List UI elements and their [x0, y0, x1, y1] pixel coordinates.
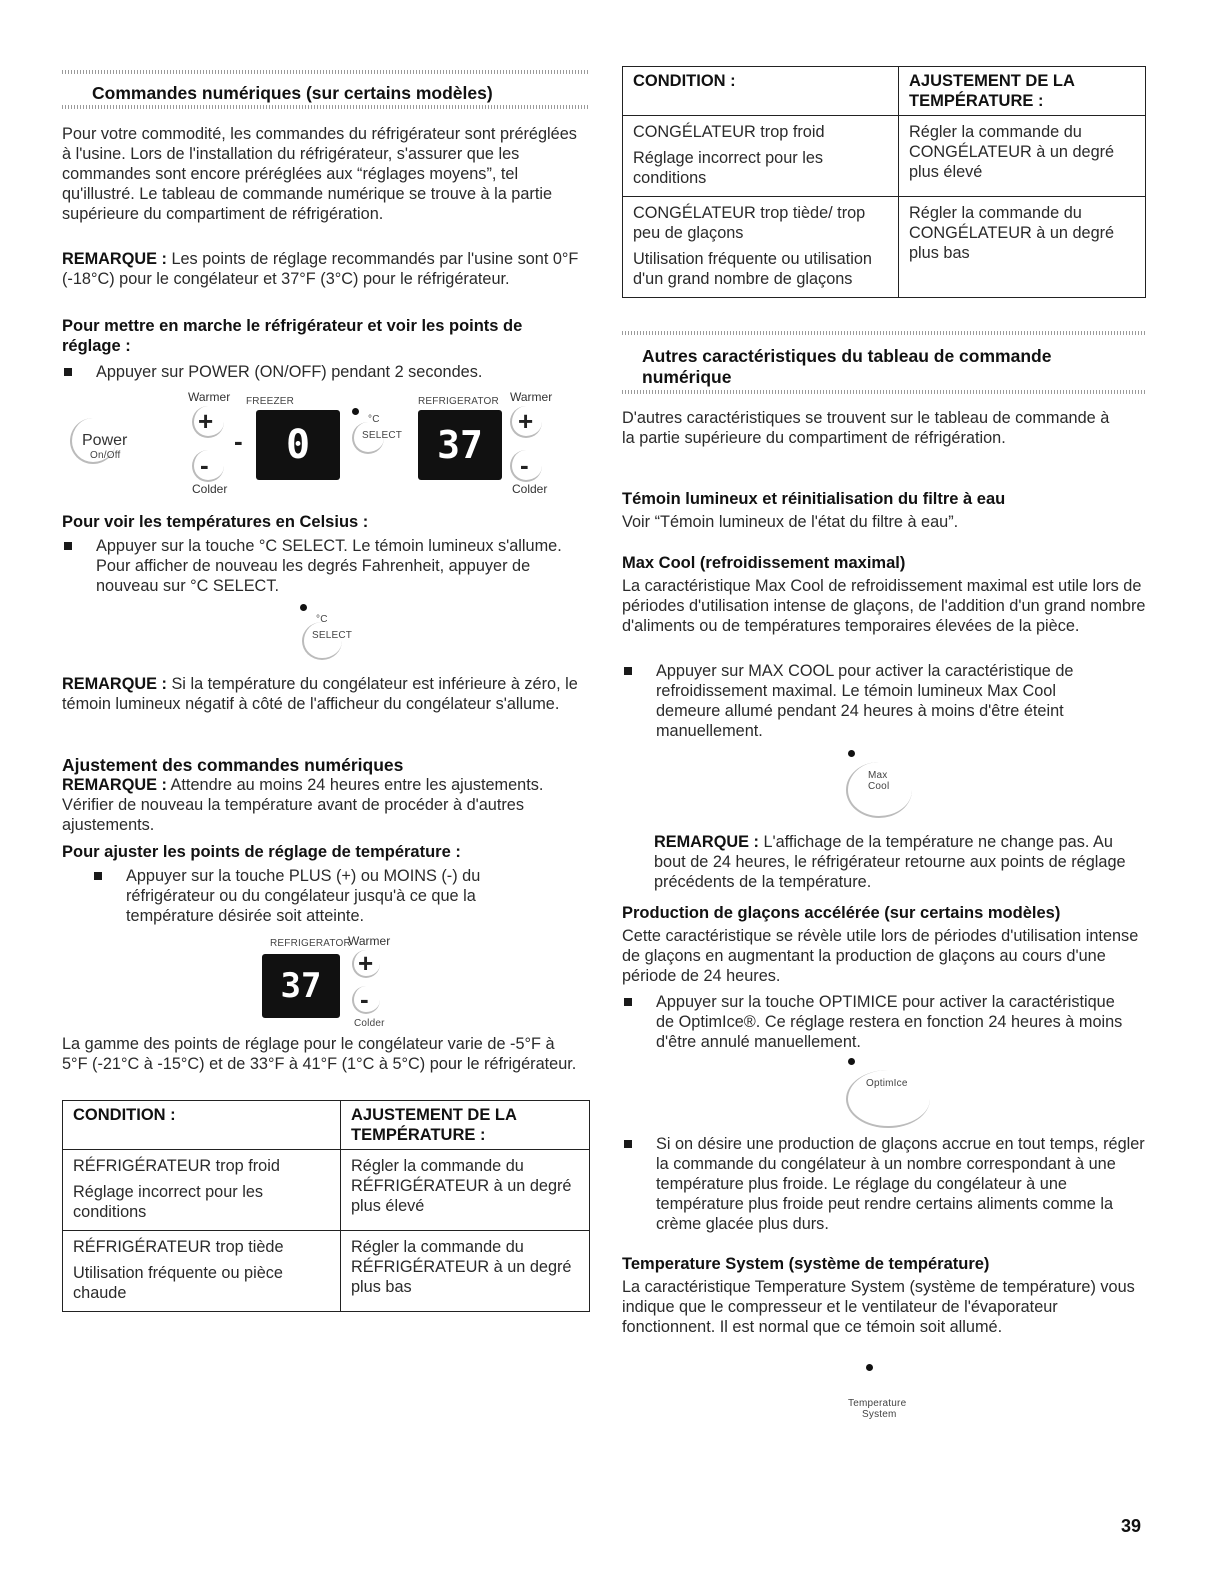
celsius-select-illustration — [300, 604, 360, 664]
refrigerator-label: REFRIGERATOR — [270, 938, 351, 949]
select-label: SELECT — [362, 430, 403, 441]
cell-text: Réglage incorrect pour les conditions — [633, 149, 824, 187]
note-label: REMARQUE : — [654, 833, 759, 851]
table-header-row — [623, 67, 1146, 116]
colder-label: Colder — [512, 482, 548, 496]
plus-icon: + — [198, 406, 214, 436]
other-paragraph: D'autres caractéristiques se trouvent sur le tableau de commande à la partie supérieure du compartiment de réfrigération. — [622, 409, 1110, 447]
indicator-dot — [866, 1364, 873, 1371]
table-header: AJUSTEMENT DE LA TEMPÉRATURE : — [341, 1101, 590, 1150]
adjust-heading: Pour ajuster les points de réglage de température : — [62, 843, 461, 861]
minus-icon: - — [360, 984, 369, 1014]
power-heading: Pour mettre en marche le réfrigérateur et voir les points de réglage : — [62, 317, 523, 355]
maxcool-label: Max — [868, 770, 888, 781]
list-item: Appuyer sur POWER (ON/OFF) pendant 2 secondes. — [62, 362, 582, 382]
ice-heading: Production de glaçons accélérée (sur certains modèles) — [622, 904, 1061, 922]
cell-text: Réglage incorrect pour les conditions — [73, 1183, 264, 1221]
celsius-label: °C — [368, 414, 380, 425]
section-title: Autres caractéristiques du tableau de commande numérique — [642, 346, 1052, 387]
section-title: Ajustement des commandes numériques — [62, 755, 404, 775]
note-label: REMARQUE : — [62, 675, 167, 693]
filter-paragraph: Voir “Témoin lumineux de l'état du filtre à eau”. — [622, 513, 959, 531]
table-row — [63, 1150, 590, 1231]
celsius-select-button[interactable] — [302, 622, 342, 660]
temperature-system-label: Temperature — [848, 1398, 907, 1409]
temp-paragraph: La caractéristique Temperature System (système de température) vous indique que le compresseur et le ventilateur de l'évaporateur fonctionnent. Il est normal que ce témoin soit allumé. — [622, 1278, 1135, 1336]
range-paragraph: La gamme des points de réglage pour le congélateur varie de -5°F à 5°F (-21°C à -15°C) et de 33°F à 41°F (1°C à 5°C) pour le réfrigérateur. — [62, 1035, 577, 1073]
table-header: CONDITION : — [63, 1101, 341, 1150]
list-item: Appuyer sur la touche OPTIMICE pour activer la caractéristique de OptimIce®. Ce réglage restera en fonction 24 heures à moins d'être annulé manuellement. — [622, 992, 1132, 1052]
maxcool-paragraph: La caractéristique Max Cool de refroidissement maximal est utile lors de périodes d'utilisation intense de glaçons, de l'addition d'un grand nombre d'aliments ou de températures temporaires élevées de la pièce. — [622, 577, 1146, 635]
list-item: Appuyer sur la touche PLUS (+) ou MOINS (-) du réfrigérateur ou du congélateur jusqu'à ce que la température désirée soit atteinte. — [92, 866, 562, 926]
colder-label: Colder — [354, 1018, 385, 1029]
minus-icon: - — [234, 426, 243, 456]
table-cell — [623, 197, 899, 298]
note-paragraph — [654, 832, 1142, 892]
adjust-list — [92, 866, 562, 926]
power-label: Power — [82, 432, 128, 449]
table-cell: Régler la commande du CONGÉLATEUR à un degré plus bas — [899, 197, 1146, 298]
temperature-system-label: System — [862, 1409, 897, 1420]
note-text: Attendre au moins 24 heures entre les ajustements. Vérifier de nouveau la température avant de procéder à d'autres ajustements. — [62, 776, 544, 834]
table-cell — [63, 1231, 341, 1312]
minus-icon: - — [200, 450, 209, 480]
cell-text: Utilisation fréquente ou utilisation d'un grand nombre de glaçons — [633, 250, 872, 288]
select-label: SELECT — [312, 630, 353, 641]
list-item: Appuyer sur la touche °C SELECT. Le témoin lumineux s'allume. Pour afficher de nouveau les degrés Fahrenheit, appuyer de nouveau sur °C SELECT. — [62, 536, 572, 596]
maxcool-label: Cool — [868, 781, 890, 792]
cell-text: RÉFRIGÉRATEUR trop tiède — [73, 1238, 284, 1256]
warmer-label: Warmer — [510, 390, 553, 404]
note-paragraph — [62, 249, 582, 289]
page-number: 39 — [1121, 1516, 1142, 1536]
dotted-rule — [62, 70, 590, 74]
optimice-button-illustration — [846, 1058, 946, 1130]
plus-icon: + — [518, 406, 534, 436]
note-text: Les points de réglage recommandés par l'usine sont 0°F (-18°C) pour le congélateur et 37°F (3°C) pour le réfrigérateur. — [62, 250, 579, 288]
temp-heading: Temperature System (système de température) — [622, 1255, 990, 1273]
dotted-rule — [62, 105, 590, 109]
cell-text: CONGÉLATEUR trop tiède/ trop peu de glaçons — [633, 204, 866, 242]
intro-paragraph: Pour votre commodité, les commandes du réfrigérateur sont préréglées à l'usine. Lors de l'installation du réfrigérateur, s'assurer que les commandes sont encore préréglées aux “réglages moyens”, tel qu'illustré. Le tableau de commande numérique se trouve à la partie supérieure du compartiment de réfrigération. — [62, 125, 577, 223]
ice-list — [622, 1134, 1146, 1234]
note-text: L'affichage de la température ne change pas. Au bout de 24 heures, le réfrigérateur retourne aux points de réglage précédents de la température. — [654, 833, 1126, 891]
maxcool-button-illustration — [846, 750, 926, 822]
maxcool-list — [622, 661, 1122, 741]
list-item: Si on désire une production de glaçons accrue en tout temps, régler la commande du congélateur à un nombre correspondant à une température plus froide. Le réglage du congélateur à une température plus froide peut rendre certains aliments comme la crème glacée plus durs. — [622, 1134, 1146, 1234]
onoff-label: On/Off — [90, 450, 121, 461]
ice-paragraph: Cette caractéristique se révèle utile lors de périodes d'utilisation intense de glaçons en augmentant la production de glaçons au cours d'une période de 24 heures. — [622, 927, 1139, 985]
plus-icon: + — [358, 948, 374, 978]
table-header-row — [63, 1101, 590, 1150]
celsius-list — [62, 536, 572, 596]
temperature-system-illustration — [842, 1364, 922, 1426]
section-title: Commandes numériques (sur certains modèles) — [92, 83, 493, 103]
condition-table — [622, 66, 1146, 298]
table-cell — [63, 1150, 341, 1231]
control-panel-illustration — [62, 388, 590, 500]
dotted-rule — [622, 390, 1146, 394]
indicator-dot — [848, 1058, 855, 1065]
note-paragraph — [62, 775, 582, 835]
colder-label: Colder — [192, 482, 228, 496]
table-cell: Régler la commande du CONGÉLATEUR à un degré plus élevé — [899, 116, 1146, 197]
warmer-label: Warmer — [188, 390, 231, 404]
ice-list — [622, 992, 1132, 1052]
table-header: AJUSTEMENT DE LA TEMPÉRATURE : — [899, 67, 1146, 116]
refrigerator-adjust-illustration — [256, 932, 406, 1028]
note-label: REMARQUE : — [62, 250, 167, 268]
cell-text: RÉFRIGÉRATEUR trop froid — [73, 1157, 280, 1175]
refrigerator-condition-table — [62, 1100, 590, 1312]
condition-table — [62, 1100, 590, 1312]
table-row — [623, 197, 1146, 298]
table-header: CONDITION : — [623, 67, 899, 116]
power-list — [62, 362, 582, 382]
note-paragraph — [62, 674, 582, 714]
refrigerator-display: 37 — [262, 954, 340, 1018]
freezer-condition-table — [622, 66, 1146, 298]
indicator-dot — [352, 408, 359, 415]
indicator-dot — [848, 750, 855, 757]
note-text: Si la température du congélateur est inférieure à zéro, le témoin lumineux négatif à côté de l'afficheur du congélateur s'allume. — [62, 675, 578, 713]
filter-heading: Témoin lumineux et réinitialisation du filtre à eau — [622, 490, 1006, 508]
celsius-label: °C — [316, 614, 328, 625]
maxcool-heading: Max Cool (refroidissement maximal) — [622, 554, 906, 572]
cell-text: Utilisation fréquente ou pièce chaude — [73, 1264, 283, 1302]
note-label: REMARQUE : — [62, 776, 167, 794]
freezer-display: 0 — [256, 410, 340, 480]
cell-text: CONGÉLATEUR trop froid — [633, 123, 825, 141]
freezer-label: FREEZER — [246, 396, 295, 407]
warmer-label: Warmer — [348, 934, 391, 948]
indicator-dot — [300, 604, 307, 611]
dotted-rule — [622, 331, 1146, 335]
minus-icon: - — [520, 450, 529, 480]
table-cell: Régler la commande du RÉFRIGÉRATEUR à un degré plus élevé — [341, 1150, 590, 1231]
table-cell: Régler la commande du RÉFRIGÉRATEUR à un degré plus bas — [341, 1231, 590, 1312]
optimice-label: OptimIce — [866, 1078, 908, 1089]
celsius-heading: Pour voir les températures en Celsius : — [62, 513, 369, 531]
refrigerator-display: 37 — [418, 410, 502, 480]
refrigerator-label: REFRIGERATOR — [418, 396, 499, 407]
table-row — [623, 116, 1146, 197]
table-row — [63, 1231, 590, 1312]
list-item: Appuyer sur MAX COOL pour activer la caractéristique de refroidissement maximal. Le témoin lumineux Max Cool demeure allumé pendant 24 heures à moins d'être éteint manuellement. — [622, 661, 1122, 741]
table-cell — [623, 116, 899, 197]
